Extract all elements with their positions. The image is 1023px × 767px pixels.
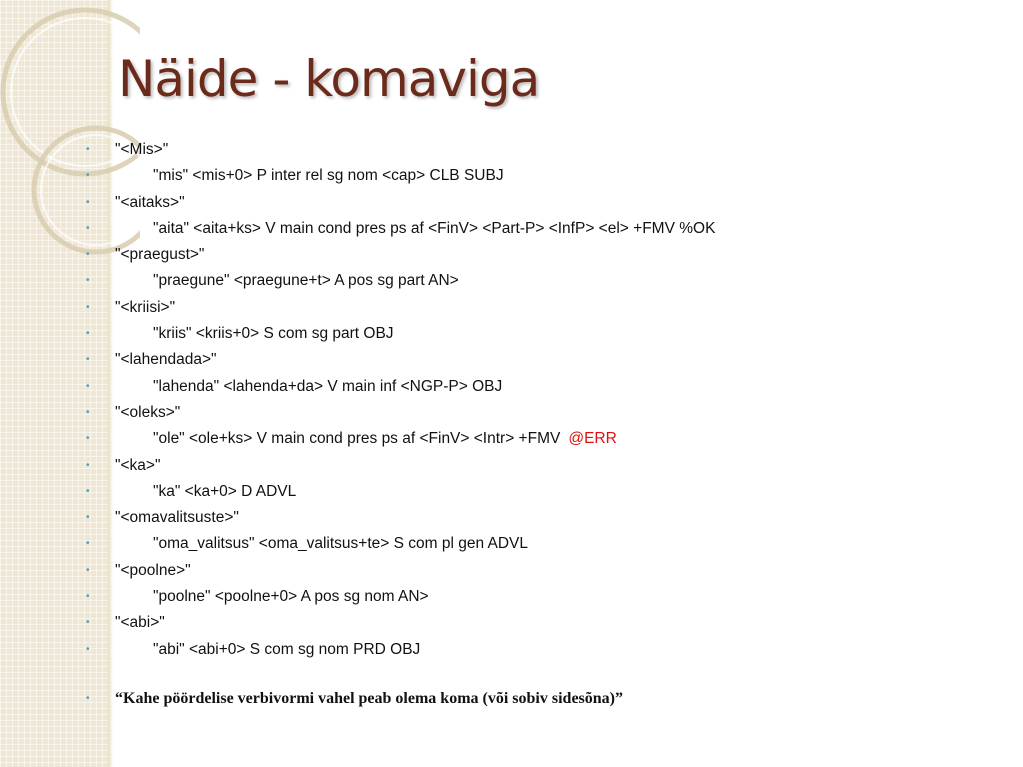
bullet-icon: • <box>86 380 90 392</box>
bullet-icon: • <box>86 301 90 313</box>
line-main-text: "<aitaks>" <box>115 193 185 211</box>
wordform-line <box>0 453 1023 479</box>
analysis-line <box>0 163 1023 189</box>
bullet-icon: • <box>86 144 90 155</box>
slide-title: Näide - komaviga <box>118 50 540 108</box>
analysis-list <box>0 137 1023 663</box>
error-tag: @ERR <box>568 430 617 448</box>
analysis-line <box>0 268 1023 294</box>
line-text <box>153 531 528 557</box>
analysis-line <box>0 374 1023 400</box>
wordform-line <box>0 558 1023 584</box>
line-text <box>153 426 617 452</box>
bullet-icon: • <box>86 328 90 340</box>
line-text <box>153 321 394 347</box>
bullet-icon: • <box>86 170 90 182</box>
line-main-text: "<kriisi>" <box>115 298 176 316</box>
bullet-icon: • <box>86 643 90 655</box>
analysis-line <box>0 479 1023 505</box>
line-text <box>115 295 175 321</box>
line-main-text: "poolne" <poolne+0> A pos sg nom AN> <box>153 588 429 606</box>
line-main-text: "<lahendada>" <box>115 351 217 369</box>
line-text <box>115 453 160 479</box>
analysis-line <box>0 321 1023 347</box>
line-main-text: "ole" <ole+ks> V main cond pres ps af <FinV> <Intr> +FMV <box>153 430 561 448</box>
bullet-icon: • <box>86 196 90 208</box>
line-text <box>153 637 420 663</box>
bullet-icon: • <box>86 512 90 524</box>
wordform-line <box>0 400 1023 426</box>
line-text <box>115 505 239 531</box>
line-text <box>153 268 459 294</box>
line-text <box>153 163 504 189</box>
bullet-icon: • <box>86 591 90 603</box>
line-main-text: "oma_valitsus" <oma_valitsus+te> S com pl gen ADVL <box>153 535 529 553</box>
line-text <box>115 137 168 163</box>
bullet-icon: • <box>86 693 90 704</box>
note-row <box>0 686 1023 712</box>
line-main-text: "praegune" <praegune+t> A pos sg part AN> <box>153 272 459 290</box>
line-text <box>115 242 204 268</box>
bullet-icon: • <box>86 406 90 418</box>
bullet-icon: • <box>86 485 90 497</box>
bullet-icon: • <box>86 275 90 287</box>
line-main-text: "<praegust>" <box>115 246 205 264</box>
line-text <box>153 216 715 242</box>
line-main-text: "mis" <mis+0> P inter rel sg nom <cap> CLB SUBJ <box>153 167 504 185</box>
wordform-line <box>0 242 1023 268</box>
bullet-icon: • <box>86 354 90 366</box>
wordform-line <box>0 505 1023 531</box>
line-text <box>115 347 217 373</box>
line-main-text: "<omavalitsuste>" <box>115 509 239 527</box>
line-text <box>153 374 502 400</box>
bullet-icon: • <box>86 564 90 576</box>
analysis-line <box>0 637 1023 663</box>
line-main-text: "lahenda" <lahenda+da> V main inf <NGP-P> OBJ <box>153 377 503 395</box>
bullet-icon: • <box>86 249 90 261</box>
wordform-line <box>0 347 1023 373</box>
line-main-text: "<ka>" <box>115 456 161 474</box>
bullet-icon: • <box>86 538 90 550</box>
line-main-text: "<Mis>" <box>115 141 169 158</box>
line-main-text: "<poolne>" <box>115 561 191 579</box>
line-main-text: "kriis" <kriis+0> S com sg part OBJ <box>153 325 394 343</box>
line-text <box>115 400 180 426</box>
bullet-icon: • <box>86 617 90 629</box>
wordform-line <box>0 137 1023 163</box>
analysis-line <box>0 426 1023 452</box>
bullet-icon: • <box>86 459 90 471</box>
bullet-icon: • <box>86 222 90 234</box>
bullet-icon: • <box>86 433 90 445</box>
wordform-line <box>0 190 1023 216</box>
line-main-text: "aita" <aita+ks> V main cond pres ps af <FinV> <Part-P> <InfP> <el> +FMV %OK <box>153 219 716 237</box>
analysis-line <box>0 584 1023 610</box>
line-text <box>115 190 185 216</box>
wordform-line <box>0 610 1023 636</box>
wordform-line <box>0 295 1023 321</box>
line-text <box>115 610 165 636</box>
rule-note: “Kahe pöördelise verbivormi vahel peab olema koma (või sobiv sidesõna)” <box>115 690 623 707</box>
line-main-text: "<abi>" <box>115 614 165 632</box>
line-main-text: "abi" <abi+0> S com sg nom PRD OBJ <box>153 640 421 658</box>
analysis-line <box>0 531 1023 557</box>
line-text <box>153 479 296 505</box>
analysis-line <box>0 216 1023 242</box>
line-main-text: "ka" <ka+0> D ADVL <box>153 482 297 500</box>
line-text <box>115 558 191 584</box>
line-text <box>153 584 429 610</box>
line-main-text: "<oleks>" <box>115 403 181 421</box>
